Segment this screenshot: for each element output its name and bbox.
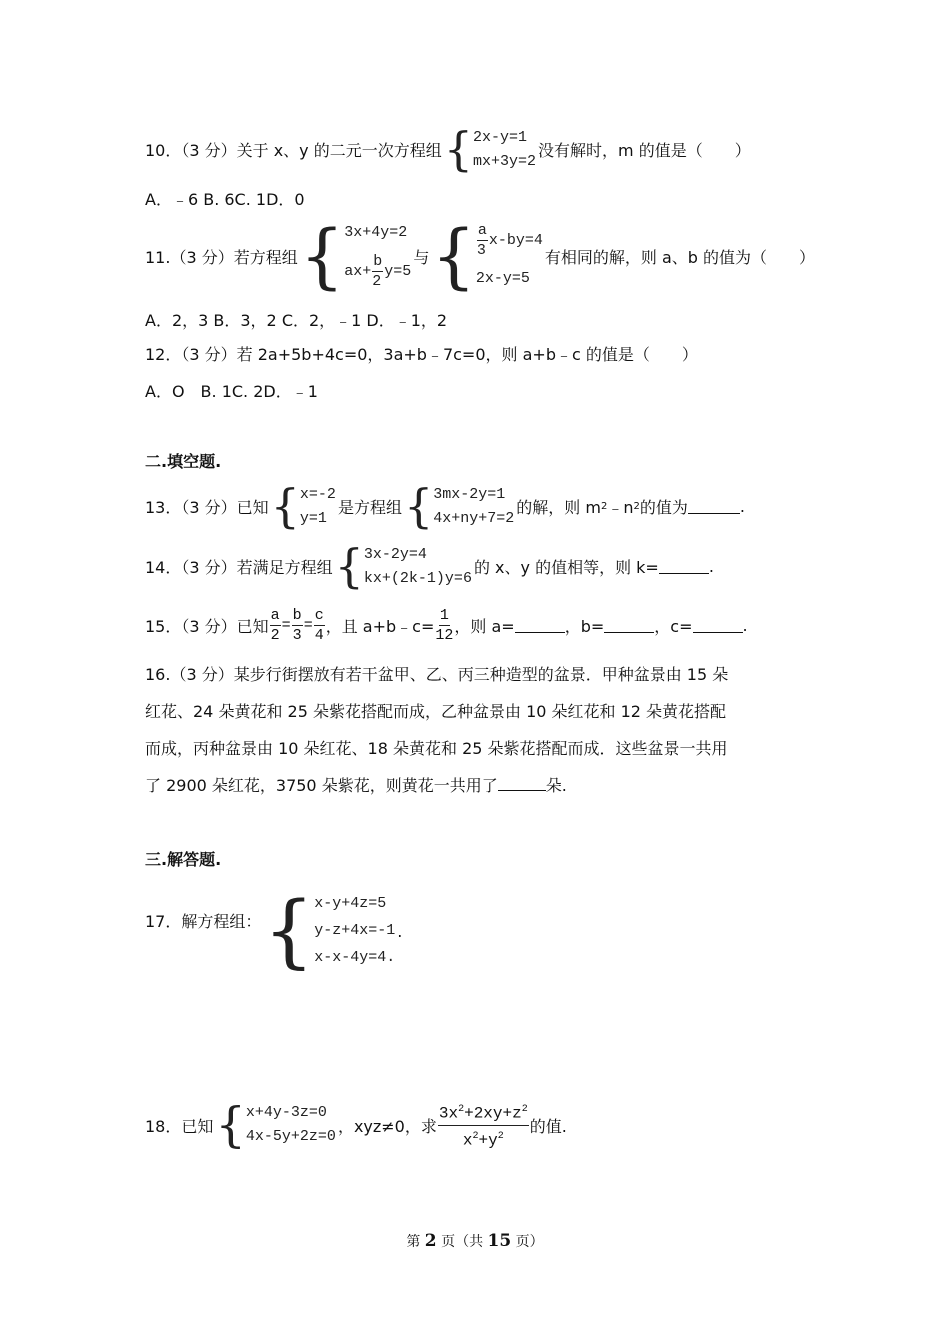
fraction-a-over-3	[477, 221, 488, 260]
q11-equation-system-2	[431, 215, 543, 297]
q15-c-label: ，c=	[654, 616, 693, 636]
section-fill-in-title: 二.填空题.	[145, 452, 222, 471]
q13-solution-system	[270, 479, 336, 533]
superscript: 2	[472, 1130, 479, 1142]
q15-end: .	[742, 615, 748, 635]
q15-mid: ，且 a+b﹣c=	[325, 616, 435, 636]
q18-eq1: x+4y-3z=0	[245, 1104, 327, 1121]
superscript: 2	[458, 1104, 465, 1116]
q11-s1-eq1: 3x+4y=2	[344, 224, 408, 241]
page-footer	[0, 1231, 950, 1251]
q10-suffix: 没有解时，m 的值是（ ）	[538, 140, 751, 160]
denominator-part: +y	[478, 1130, 498, 1149]
q12-options: A．O B. 1C. 2D．﹣1	[145, 382, 318, 401]
question-16	[145, 656, 810, 804]
answer-blank-c[interactable]	[693, 617, 743, 633]
section-answer-title: 三.解答题.	[145, 850, 222, 869]
answer-blank[interactable]	[688, 498, 740, 514]
superscript: 2	[600, 500, 608, 512]
q17-eq2: y-z+4x=-1	[314, 922, 396, 939]
superscript: 2	[521, 1104, 528, 1116]
q11-options: A．2，3 B．3，2 C．2，﹣1 D．﹣1，2	[145, 311, 448, 330]
question-15	[145, 603, 748, 647]
q10-eq2: mx+3y=2	[473, 153, 537, 170]
q13-end: .	[739, 496, 745, 516]
fraction-numerator: 1	[439, 606, 449, 624]
q18-mid: ，xyz≠0，求	[337, 1116, 437, 1136]
q18-prefix: 18．已知	[145, 1116, 214, 1136]
q13-equation-system	[403, 479, 515, 533]
fraction-b-over-2	[372, 252, 383, 291]
q10-eq1: 2x-y=1	[473, 129, 528, 146]
q11-s2-eq2: 2x-y=5	[475, 270, 530, 287]
answer-blank[interactable]	[498, 775, 546, 791]
footer-text: 页）	[515, 1234, 544, 1250]
total-pages: 15	[487, 1231, 512, 1251]
answer-blank-a[interactable]	[515, 617, 565, 633]
equals-sign: =	[281, 616, 291, 634]
fraction-denominator: 12	[435, 626, 454, 644]
q16-line-end: 朵.	[545, 776, 567, 795]
q13-suffix: 的解，则 m	[516, 497, 601, 517]
q11-suffix: 有相同的解，则 a、b 的值为（ ）	[544, 247, 816, 267]
q16-line: 红花、24 朵黄花和 25 朵紫花搭配而成，乙种盆景由 10 朵红花和 12 朵黄花搭配	[145, 702, 727, 721]
q18-suffix: 的值.	[529, 1116, 567, 1136]
q17-end: .	[397, 921, 403, 941]
q18-eq2: 4x-5y+2z=0	[245, 1128, 336, 1145]
left-brace: {	[443, 122, 474, 176]
left-brace: {	[215, 1097, 246, 1153]
numerator-part: +2xy+z	[464, 1104, 522, 1123]
q13-prefix: 13．（3 分）已知	[145, 497, 269, 517]
question-14	[145, 539, 714, 593]
fraction-denominator: 3	[476, 242, 486, 259]
q16-line: 了 2900 朵红花，3750 朵紫花，则黄花一共用了	[145, 776, 498, 795]
answer-blank-b[interactable]	[604, 617, 654, 633]
q11-mid: 与	[413, 247, 430, 267]
superscript: 2	[633, 500, 640, 512]
fraction-denominator	[463, 1126, 504, 1151]
q17-eq3: x-x-4y=4.	[314, 949, 396, 966]
q14-end: .	[708, 556, 714, 576]
q17-eq1: x-y+4z=5	[314, 895, 387, 912]
question-10	[145, 122, 751, 176]
fraction-a-over-2	[270, 606, 281, 645]
q10-options: A．﹣6 B. 6C. 1D．0	[145, 190, 305, 209]
q11-equation-system-1	[299, 215, 412, 297]
denominator-part: x	[462, 1130, 473, 1149]
superscript: 2	[497, 1130, 504, 1142]
q16-line: 而成，丙种盆景由 10 朵红花、18 朵黄花和 25 朵紫花搭配而成．这些盆景一共用	[145, 739, 728, 758]
question-12: 12．（3 分）若 2a+5b+4c=0，3a+b﹣7c=0，则 a+b﹣c 的值是（ ）	[145, 345, 698, 364]
q11-s1-eq2-part: ax+	[344, 262, 372, 280]
q18-equation-system	[215, 1097, 336, 1153]
left-brace: {	[263, 884, 315, 977]
fraction-numerator: a	[270, 606, 280, 624]
q14-eq2: kx+(2k-1)y=6	[363, 570, 472, 587]
q15-b-label: ，b=	[564, 616, 605, 636]
q13-s1-eq1: x=-2	[299, 486, 336, 503]
q13-s2-eq2: 4x+ny+7=2	[433, 510, 515, 527]
left-brace: {	[270, 479, 300, 533]
fraction-denominator: 2	[372, 273, 382, 290]
q13-s2-eq1: 3mx-2y=1	[433, 486, 506, 503]
q15-a-label: ，则 a=	[454, 616, 515, 636]
q13-suffix: 的值为	[639, 497, 688, 517]
q17-equation-system	[263, 884, 396, 977]
fraction-numerator	[438, 1099, 529, 1125]
left-brace: {	[403, 479, 434, 533]
q17-prefix: 17．解方程组：	[145, 912, 262, 931]
question-18	[145, 1097, 567, 1153]
fraction-numerator: a	[477, 222, 487, 239]
fraction-denominator: 3	[292, 626, 302, 644]
fraction-b-over-3	[292, 606, 303, 645]
footer-text: 页（共	[441, 1234, 484, 1250]
fraction-numerator: b	[292, 606, 302, 624]
q16-line: 16.（3 分）某步行街摆放有若干盆甲、乙、丙三种造型的盆景．甲种盆景由 15 朵	[145, 665, 729, 684]
footer-text: 第	[406, 1234, 421, 1250]
q14-equation-system	[334, 539, 472, 593]
q11-s1-eq2-part: y=5	[384, 262, 412, 280]
q10-equation-system	[443, 122, 537, 176]
q10-prefix: 10．（3 分）关于 x、y 的二元一次方程组	[145, 140, 442, 160]
q11-s2-eq1-part: x-by=4	[488, 231, 543, 249]
expression-fraction	[438, 1099, 529, 1151]
q13-s1-eq2: y=1	[299, 510, 327, 527]
q14-prefix: 14．（3 分）若满足方程组	[145, 557, 333, 577]
q14-suffix: 的 x、y 的值相等，则 k=	[473, 557, 659, 577]
left-brace: {	[334, 539, 364, 593]
q13-suffix: ﹣n	[607, 497, 634, 517]
question-17	[145, 884, 403, 977]
fraction-numerator: b	[373, 253, 383, 270]
numerator-part: 3x	[438, 1104, 459, 1123]
q14-eq1: 3x-2y=4	[363, 546, 427, 563]
page-number: 2	[424, 1231, 437, 1251]
question-11	[145, 215, 816, 297]
left-brace: {	[299, 215, 345, 297]
question-13	[145, 479, 745, 533]
q15-prefix: 15．（3 分）已知	[145, 616, 269, 636]
fraction-denominator: 4	[314, 626, 324, 644]
q13-mid: 是方程组	[337, 497, 402, 517]
left-brace: {	[431, 215, 476, 297]
fraction-1-over-12	[435, 606, 453, 645]
answer-blank[interactable]	[659, 558, 709, 574]
fraction-denominator: 2	[270, 626, 280, 644]
equals-sign: =	[303, 616, 313, 634]
fraction-c-over-4	[314, 606, 325, 645]
fraction-numerator: c	[314, 606, 324, 624]
q11-prefix: 11.（3 分）若方程组	[145, 247, 298, 267]
